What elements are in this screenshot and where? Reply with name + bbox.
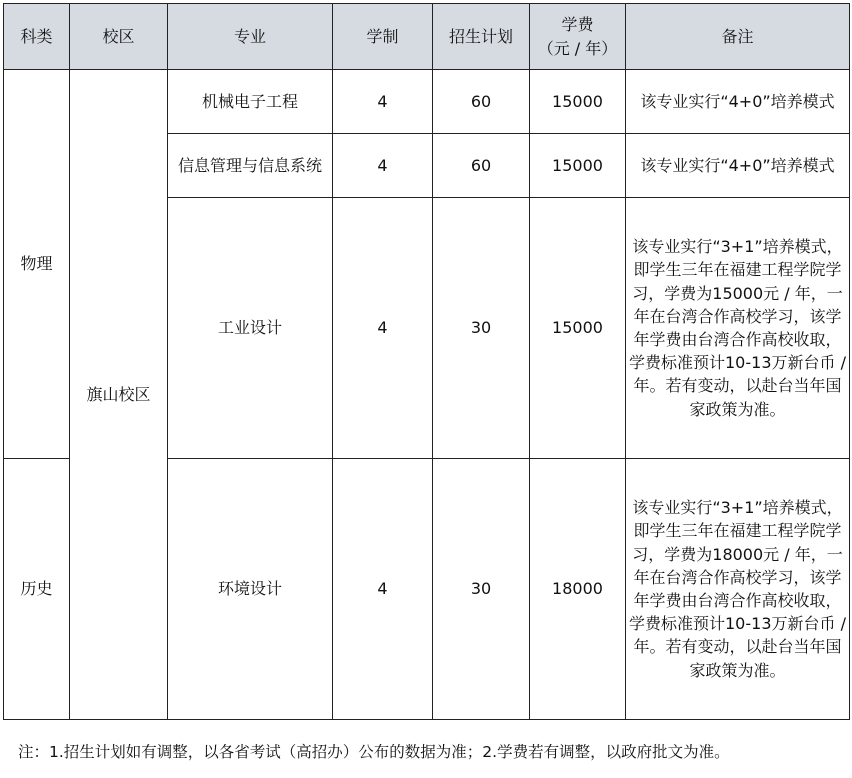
subject-history: 历史: [4, 459, 70, 720]
duration-cell: 4: [333, 70, 433, 134]
tuition-cell: 15000: [530, 134, 626, 198]
major-cell: 信息管理与信息系统: [168, 134, 333, 198]
header-tuition-line2: （元 / 年）: [537, 38, 618, 58]
plan-cell: 30: [433, 459, 530, 720]
campus-qishan: 旗山校区: [70, 70, 168, 720]
note-cell: 该专业实行“4+0”培养模式: [626, 134, 850, 198]
plan-cell: 60: [433, 134, 530, 198]
duration-cell: 4: [333, 459, 433, 720]
tuition-cell: 18000: [530, 459, 626, 720]
header-subject: 科类: [4, 4, 70, 70]
admissions-table: [3, 3, 850, 720]
header-plan: 招生计划: [433, 4, 530, 70]
note-cell: 该专业实行“3+1”培养模式，即学生三年在福建工程学院学习，学费为15000元 / 年，一年在台湾合作高校学习，该学年学费由台湾合作高校收取，学费标准预计10-13万新台币 / 年。若有变动，以赴台当年国家政策为准。: [626, 198, 850, 459]
header-tuition-line1: 学费: [561, 15, 594, 35]
duration-cell: 4: [333, 198, 433, 459]
footnote: 注：1.招生计划如有调整，以各省考试（高招办）公布的数据为准；2.学费若有调整，以政府批文为准。: [18, 743, 730, 761]
header-notes: 备注: [626, 4, 850, 70]
major-cell: 环境设计: [168, 459, 333, 720]
major-cell: 机械电子工程: [168, 70, 333, 134]
major-cell: 工业设计: [168, 198, 333, 459]
header-tuition: [530, 4, 626, 70]
header-row: [4, 4, 850, 70]
duration-cell: 4: [333, 134, 433, 198]
note-cell: 该专业实行“4+0”培养模式: [626, 70, 850, 134]
header-major: 专业: [168, 4, 333, 70]
tuition-cell: 15000: [530, 198, 626, 459]
table-row: [4, 70, 850, 134]
note-cell: 该专业实行“3+1”培养模式，即学生三年在福建工程学院学习，学费为18000元 / 年，一年在台湾合作高校学习，该学年学费由台湾合作高校收取，学费标准预计10-13万新台币 / 年。若有变动，以赴台当年国家政策为准。: [626, 459, 850, 720]
plan-cell: 60: [433, 70, 530, 134]
tuition-cell: 15000: [530, 70, 626, 134]
header-duration: 学制: [333, 4, 433, 70]
header-campus: 校区: [70, 4, 168, 70]
plan-cell: 30: [433, 198, 530, 459]
subject-physics: 物理: [4, 70, 70, 459]
